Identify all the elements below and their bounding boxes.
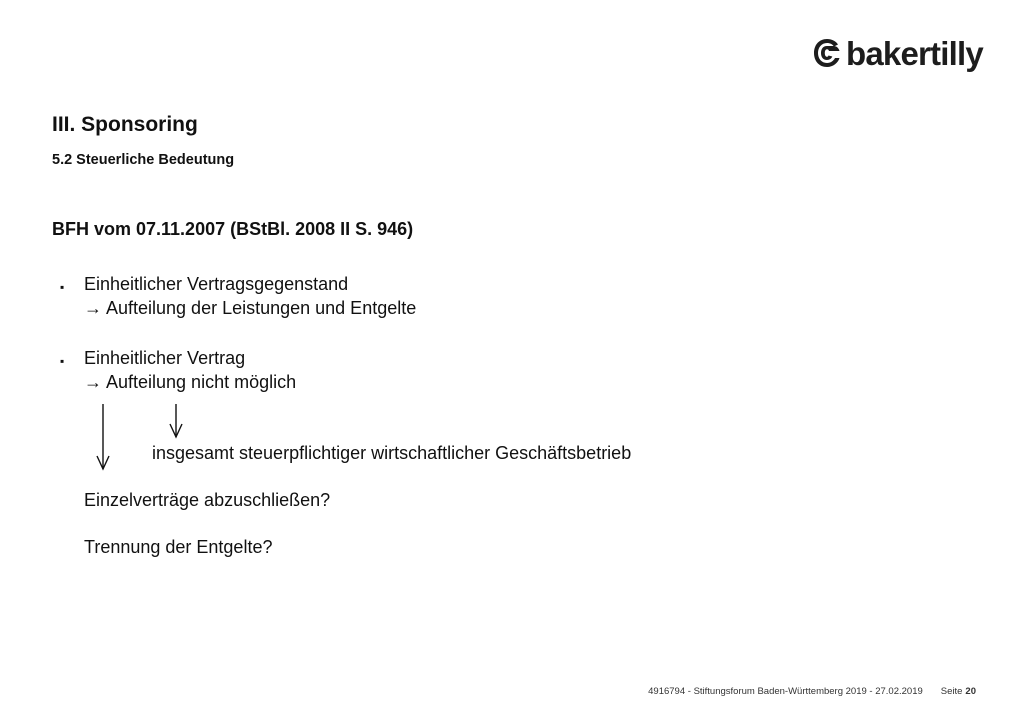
arrow-right-icon: → — [84, 372, 102, 392]
footer — [620, 686, 976, 697]
bakertilly-logo-text: bakertilly — [846, 34, 983, 72]
bullet-icon: ▪ — [60, 354, 65, 368]
bullet-2-line-1: Einheitlicher Vertrag — [84, 348, 246, 368]
consequence-text: insgesamt steuerpflichtiger wirtschaftlicher Geschäftsbetrieb — [152, 443, 632, 463]
short-down-arrow-icon — [170, 404, 182, 437]
arrow-right-icon: → — [84, 298, 102, 318]
bullet-2-line-2-text: Aufteilung nicht möglich — [106, 372, 297, 392]
bullet-1-line-1: Einheitlicher Vertragsgegenstand — [84, 274, 349, 294]
question-separation-fees: Trennung der Entgelte? — [84, 537, 273, 557]
footer-reference: 4916794 - Stiftungsforum Baden-Württemberg 2019 - 27.02.2019 — [648, 686, 923, 697]
page-subtitle: 5.2 Steuerliche Bedeutung — [52, 152, 235, 168]
question-single-contracts: Einzelverträge abzuschließen? — [84, 490, 331, 510]
footer-page-label: Seite — [940, 686, 963, 697]
page-title: III. Sponsoring — [52, 113, 198, 136]
section-heading: BFH vom 07.11.2007 (BStBl. 2008 II S. 946) — [52, 219, 414, 239]
long-down-arrow-icon — [97, 404, 109, 469]
footer-page-number: 20 — [965, 686, 976, 697]
bullet-icon: ▪ — [60, 280, 65, 294]
bullet-1-line-2-text: Aufteilung der Leistungen und Entgelte — [106, 298, 417, 318]
